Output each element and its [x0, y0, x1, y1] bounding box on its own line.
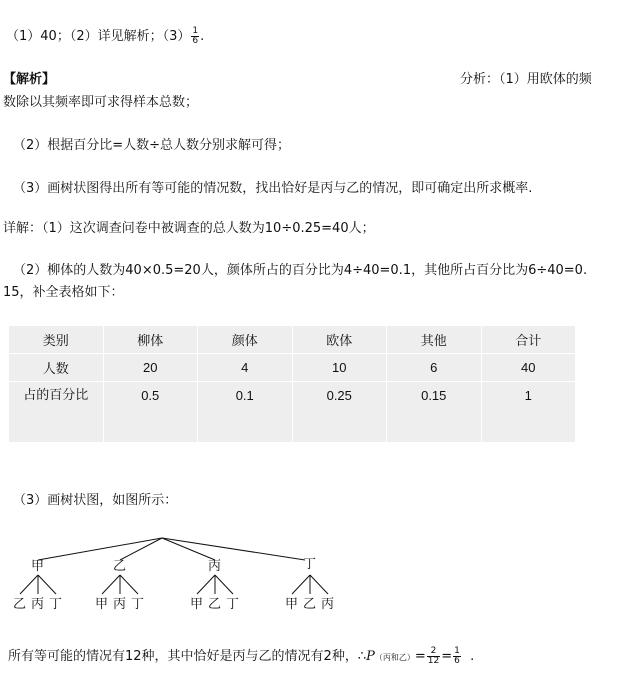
table-header-cell: 其他: [387, 326, 482, 354]
table-cell: 0.5: [103, 382, 198, 443]
fraction-denominator: 12: [427, 656, 440, 666]
tree-node: 乙: [113, 559, 127, 574]
probability-fraction-raw: [427, 647, 440, 666]
tree-edge: [215, 575, 233, 594]
tree-leaf: 乙: [13, 597, 27, 612]
table-header-cell: 类别: [9, 326, 104, 354]
tree-node: 丁: [303, 557, 317, 572]
tree-leaf: 丙: [321, 597, 335, 612]
tree-node: 丙: [208, 559, 222, 574]
tree-intro: （3）画树状图，如图所示：: [13, 493, 178, 508]
tree-edge: [197, 575, 215, 594]
detail-step-2-line-1: （2）柳体的人数为40×0.5=20人，颜体所占的百分比为4÷40=0.1，其他所占百分比为6÷40=0.: [13, 263, 588, 278]
conclusion-text: 所有等可能的情况有12种，其中恰好是丙与乙的情况有2种，∴: [8, 649, 367, 664]
tree-leaf: 丁: [226, 597, 240, 612]
equals-sign-2: =: [441, 649, 453, 664]
analysis-heading: 【解析】: [3, 72, 56, 87]
tree-leaf: 丁: [49, 597, 63, 612]
tree-node: 甲: [31, 559, 45, 574]
tree-edge: [292, 575, 310, 594]
table-row: [9, 354, 576, 382]
tree-leaf: 甲: [190, 597, 204, 612]
tree-leaf: 丙: [31, 597, 45, 612]
detail-step-2-line-2: 15，补全表格如下：: [3, 285, 124, 300]
answer-suffix: .: [200, 29, 205, 44]
conclusion-end: .: [470, 649, 475, 664]
fraction-numerator: 2: [427, 647, 440, 657]
statistics-table: [8, 325, 576, 443]
probability-symbol: P: [366, 649, 375, 664]
analysis-intro-continued: 数除以其频率即可求得样本总数；: [3, 95, 199, 110]
tree-edge: [38, 575, 56, 594]
tree-leaf: 丙: [113, 597, 127, 612]
tree-leaf: 甲: [95, 597, 109, 612]
table-row: [9, 382, 576, 443]
analysis-step-2: （2）根据百分比=人数÷总人数分别求解可得；: [13, 138, 291, 153]
analysis-step-3: （3）画树状图得出所有等可能的情况数，找出恰好是丙与乙的情况，即可确定出所求概率.: [13, 181, 533, 196]
tree-leaf: 乙: [208, 597, 222, 612]
table-header-cell: 合计: [481, 326, 576, 354]
answer-fraction-numerator: 1: [192, 26, 199, 36]
tree-diagram: [0, 530, 360, 620]
table-cell: 10: [292, 354, 387, 382]
tree-leaf: 丁: [131, 597, 145, 612]
table-header-cell: 颜体: [198, 326, 293, 354]
table-cell: 0.25: [292, 382, 387, 443]
detail-step-1: 详解：（1）这次调查问卷中被调查的总人数为10÷0.25=40人；: [3, 221, 375, 236]
table-cell: 4: [198, 354, 293, 382]
table-header-cell: 欧体: [292, 326, 387, 354]
table-header-cell: 柳体: [103, 326, 198, 354]
probability-event: （丙和乙）: [374, 653, 415, 662]
tree-edge: [38, 538, 162, 560]
tree-leaf: 甲: [285, 597, 299, 612]
conclusion: [8, 647, 474, 667]
table-cell: 0.1: [198, 382, 293, 443]
answer-fraction-denominator: 6: [192, 36, 199, 46]
table-header-row: [9, 326, 576, 354]
table-cell: 1: [481, 382, 576, 443]
analysis-intro: 分析：（1）用欧体的频: [460, 72, 592, 87]
answer-fraction: [191, 27, 199, 46]
table-cell: 占的百分比: [9, 382, 104, 443]
table-cell: 20: [103, 354, 198, 382]
table-cell: 人数: [9, 354, 104, 382]
table-cell: 40: [481, 354, 576, 382]
tree-leaf: 乙: [303, 597, 317, 612]
probability-fraction-simplified: [453, 647, 461, 666]
fraction-numerator: 1: [454, 646, 460, 656]
equals-sign-1: =: [414, 649, 426, 664]
fraction-denominator: 6: [454, 656, 460, 666]
tree-edge: [162, 538, 215, 560]
table-cell: 0.15: [387, 382, 482, 443]
tree-edge: [310, 575, 328, 594]
table-cell: 6: [387, 354, 482, 382]
tree-edge: [102, 575, 120, 594]
tree-edge: [120, 575, 138, 594]
answer-prefix: （1）40；（2）详见解析；（3）: [6, 29, 191, 44]
tree-edge: [20, 575, 38, 594]
answer-summary: [6, 27, 204, 46]
tree-edge: [162, 538, 305, 560]
